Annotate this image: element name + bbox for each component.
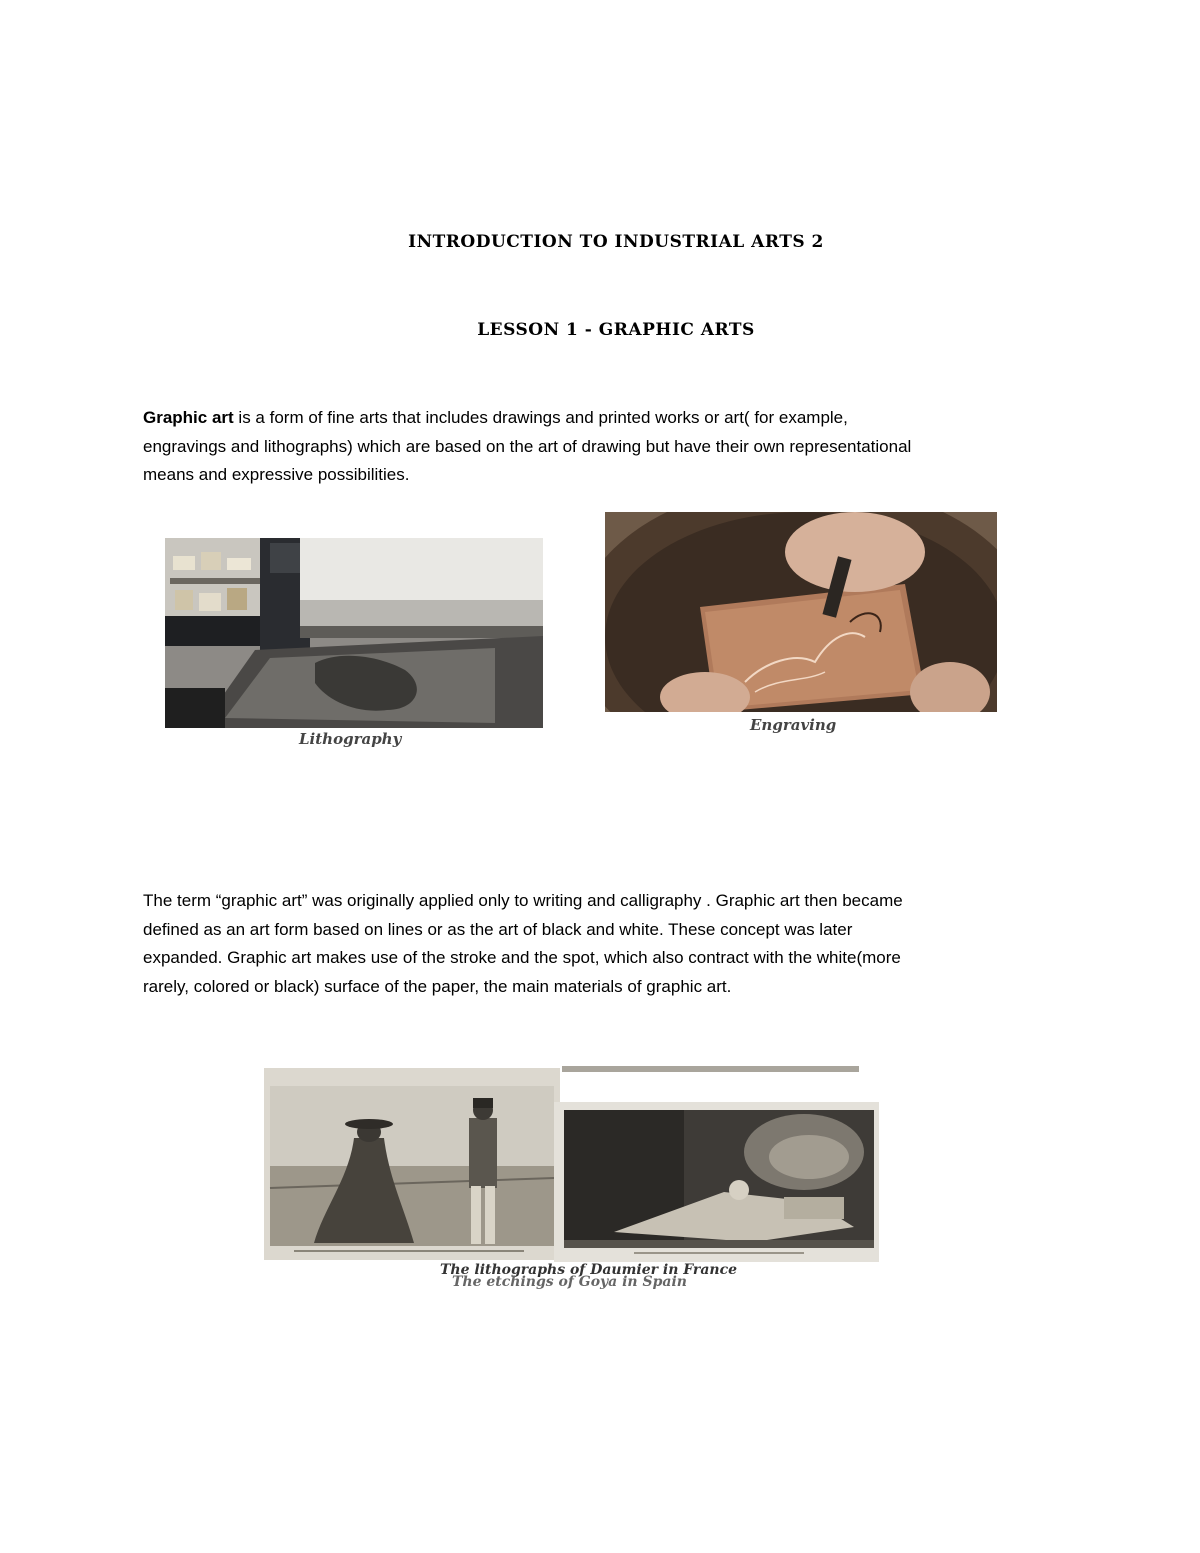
lithography-caption: Lithography: [299, 730, 402, 748]
daumier-lithograph: [264, 1068, 560, 1260]
engraving-plate-illustration: [605, 512, 997, 712]
daumier-illustration: [264, 1068, 560, 1260]
intro-line-1: is a form of fine arts that includes drawings and printed works or art( for example,: [233, 408, 848, 427]
history-line-2: defined as an art form based on lines or as the art of black and white. These concept was later: [143, 919, 853, 939]
document-title: INTRODUCTION TO INDUSTRIAL ARTS 2: [408, 232, 824, 252]
goya-etching: [554, 1102, 879, 1262]
history-line-3: expanded. Graphic art makes use of the stroke and the spot, which also contract with the white(more: [143, 948, 901, 967]
engraving-caption: Engraving: [750, 716, 837, 734]
goya-caption: The etchings of Goya in Spain: [452, 1274, 687, 1290]
intro-line-2: engravings and lithographs) which are based on the art of drawing but have their own representational: [143, 436, 912, 456]
lithography-photo: [165, 538, 543, 728]
history-line-4: rarely, colored or black) surface of the paper, the main materials of graphic art.: [143, 976, 732, 996]
goya-illustration: [554, 1102, 879, 1262]
goya-top-strip: [562, 1066, 859, 1072]
lesson-title: LESSON 1 - GRAPHIC ARTS: [477, 320, 755, 340]
engraving-photo: [605, 512, 997, 712]
history-paragraph: [143, 887, 1063, 1001]
term-graphic-art: Graphic art: [143, 408, 234, 427]
daumier-caption: The lithographs of Daumier in France: [440, 1262, 737, 1278]
intro-line-3: means and expressive possibilities.: [143, 465, 410, 484]
intro-paragraph: [143, 404, 1063, 490]
lithography-press-illustration: [165, 538, 543, 728]
history-line-1: The term “graphic art” was originally applied only to writing and calligraphy . Graphic art then became: [143, 891, 903, 910]
